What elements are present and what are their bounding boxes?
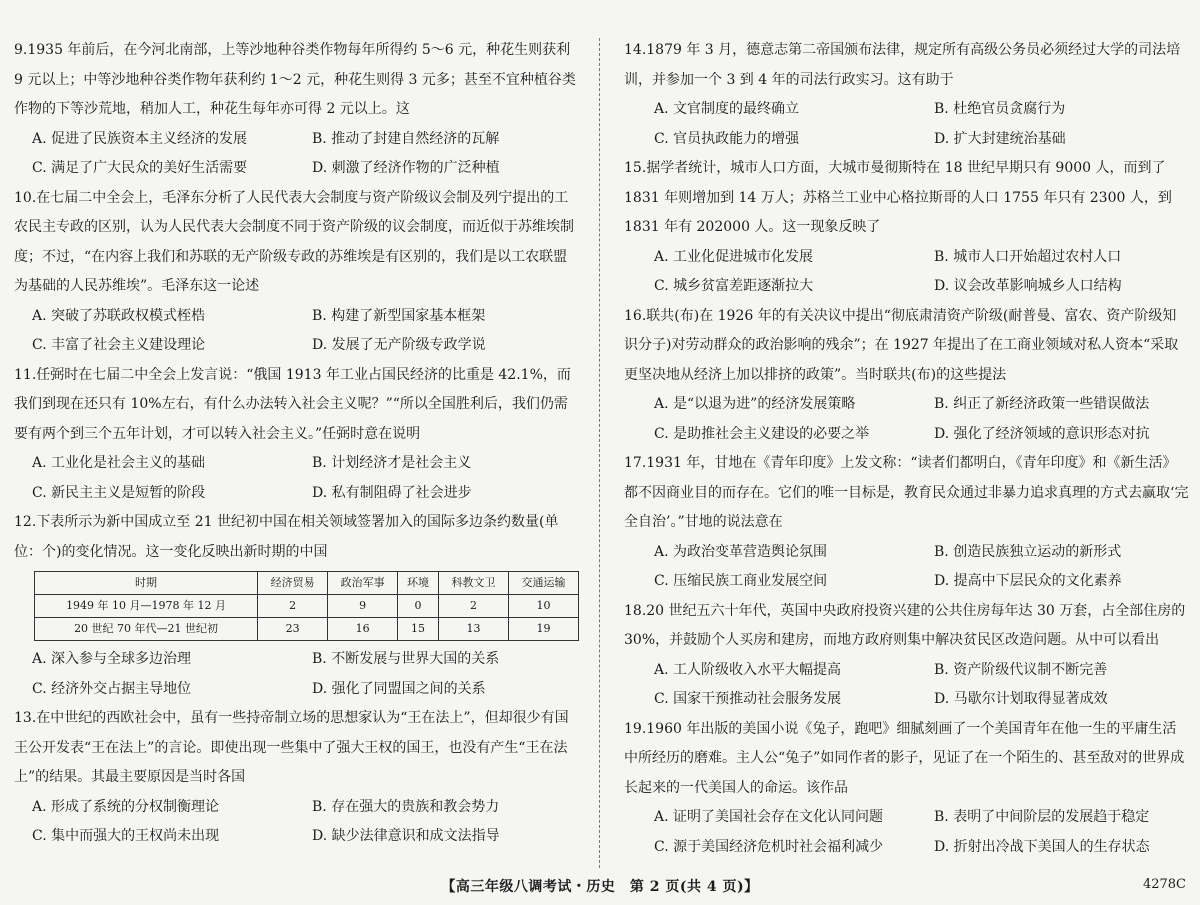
answer-options xyxy=(32,125,580,184)
answer-option: B. 创造民族独立运动的新形式 xyxy=(934,543,1122,560)
answer-option: B. 杜绝官员贪腐行为 xyxy=(934,101,1066,117)
answer-option: A. 证明了美国社会存在文化认同问题 xyxy=(654,809,884,825)
table-cell: 20 世纪 70 年代—21 世纪初 xyxy=(35,618,258,641)
answer-option: B. 不断发展与世界大国的关系 xyxy=(312,651,500,667)
answer-option: C. 源于美国经济危机时社会福利减少 xyxy=(654,838,884,855)
answer-option: C. 压缩民族工商业发展空间 xyxy=(654,573,828,589)
table-cell: 1949 年 10 月—1978 年 12 月 xyxy=(35,595,258,618)
question-18 xyxy=(624,597,1190,715)
answer-option: A. 工人阶级收入水平大幅提高 xyxy=(654,661,842,678)
answer-option: A. 文官制度的最终确立 xyxy=(654,101,800,117)
treaty-table xyxy=(34,571,579,641)
answer-options xyxy=(32,645,580,704)
question-9 xyxy=(14,36,580,184)
answer-options xyxy=(654,656,1190,715)
table-cell: 16 xyxy=(328,618,398,641)
answer-option: D. 缺少法律意识和成文法指导 xyxy=(312,828,500,844)
answer-option: C. 丰富了社会主义建设理论 xyxy=(32,337,206,353)
answer-options xyxy=(32,793,580,852)
table-row xyxy=(35,618,579,641)
answer-option: D. 强化了经济领域的意识形态对抗 xyxy=(934,425,1150,442)
table-row xyxy=(35,595,579,618)
answer-option: A. 工业化促进城市化发展 xyxy=(654,248,814,265)
table-header-cell: 政治军事 xyxy=(328,572,398,595)
answer-option: B. 表明了中间阶层的发展趋于稳定 xyxy=(934,809,1150,825)
question-19 xyxy=(624,715,1190,863)
answer-option: B. 城市人口开始超过农村人口 xyxy=(934,248,1122,265)
question-13 xyxy=(14,704,580,852)
answer-options xyxy=(654,243,1190,302)
question-16 xyxy=(624,302,1190,450)
question-stem: 15.据学者统计，城市人口方面，大城市曼彻斯特在 18 世纪早期只有 9000 人，而到了 1831 年则增加到 14 万人；苏格兰工业中心格拉斯哥的人口 1755 年只有 2300 人，到 1831 年有 202000 人。这一现象反映了 xyxy=(624,160,1172,235)
answer-options xyxy=(654,803,1190,862)
page-footer: 【高三年级八调考试・历史 第 2 页(共 4 页)】 xyxy=(441,879,759,895)
table-cell: 2 xyxy=(439,595,509,618)
answer-option: C. 满足了广大民众的美好生活需要 xyxy=(32,160,248,176)
table-cell: 23 xyxy=(258,618,328,641)
answer-option: D. 议会改革影响城乡人口结构 xyxy=(934,278,1122,294)
answer-options xyxy=(654,95,1190,154)
question-17 xyxy=(624,449,1190,597)
answer-option: D. 强化了同盟国之间的关系 xyxy=(312,680,486,697)
answer-option: C. 是助推社会主义建设的必要之举 xyxy=(654,425,870,442)
right-column xyxy=(624,36,1190,862)
answer-option: D. 扩大封建统治基础 xyxy=(934,130,1066,147)
answer-option: B. 纠正了新经济政策一些错误做法 xyxy=(934,396,1150,412)
table-cell: 13 xyxy=(439,618,509,641)
answer-option: D. 刺激了经济作物的广泛种植 xyxy=(312,160,500,176)
answer-option: A. 突破了苏联政权模式桎梏 xyxy=(32,307,206,324)
answer-option: D. 私有制阻碍了社会进步 xyxy=(312,484,472,501)
question-12 xyxy=(14,508,580,704)
answer-option: B. 资产阶级代议制不断完善 xyxy=(934,661,1108,678)
answer-option: B. 推动了封建自然经济的瓦解 xyxy=(312,130,500,147)
question-stem: 9.1935 年前后，在今河北南部，上等沙地种谷类作物每年所得约 5～6 元，种花生则获利 9 元以上；中等沙地种谷类作物年获利约 1～2 元，种花生则得 3 元多；甚至不宜种植谷类作物的下等沙荒地，稍加人工，种花生每年亦可得 2 元以上。这 xyxy=(14,42,576,117)
answer-option: B. 存在强大的贵族和教会势力 xyxy=(312,798,500,815)
answer-options xyxy=(654,538,1190,597)
table-header-row xyxy=(35,572,579,595)
question-stem: 14.1879 年 3 月，德意志第二帝国颁布法律，规定所有高级公务员必须经过大学的司法培训，并参加一个 3 到 4 年的司法行政实习。这有助于 xyxy=(624,42,1181,88)
answer-options xyxy=(32,449,580,508)
question-stem: 11.任弼时在七届二中全会上发言说：“俄国 1913 年工业占国民经济的比重是 42.1%，而我们到现在还只有 10%左右，有什么办法转入社会主义呢？”“所以全国胜利后，我们仍需要有两个到三个五年计划，才可以转入社会主义。”任弼时意在说明 xyxy=(14,366,571,442)
table-header-cell: 经济贸易 xyxy=(258,572,328,595)
answer-options xyxy=(32,302,580,361)
question-stem: 12.下表所示为新中国成立至 21 世纪初中国在相关领域签署加入的国际多边条约数量(单位：个)的变化情况。这一变化反映出新时期的中国 xyxy=(14,514,559,560)
question-14 xyxy=(624,36,1190,154)
question-stem: 10.在七届二中全会上，毛泽东分析了人民代表大会制度与资产阶级议会制及列宁提出的工农民主专政的区别，认为人民代表大会制度不同于资产阶级的议会制度，而近似于苏维埃制度；不过，“在内容上我们和苏联的无产阶级专政的苏维埃是有区别的，我们是以工农联盟为基础的人民苏维埃”。毛泽东这一论述 xyxy=(14,189,574,294)
answer-option: B. 构建了新型国家基本框架 xyxy=(312,307,486,324)
question-15 xyxy=(624,154,1190,302)
answer-option: C. 官员执政能力的增强 xyxy=(654,130,800,147)
answer-option: A. 工业化是社会主义的基础 xyxy=(32,455,206,471)
table-cell: 10 xyxy=(508,595,578,618)
answer-option: A. 为政治变革营造舆论氛围 xyxy=(654,543,828,560)
answer-options xyxy=(654,390,1190,449)
answer-option: C. 集中而强大的王权尚未出现 xyxy=(32,828,220,844)
table-header-cell: 科教文卫 xyxy=(439,572,509,595)
answer-option: C. 城乡贫富差距逐渐拉大 xyxy=(654,278,814,294)
paper-code: 4278C xyxy=(1142,877,1186,892)
answer-option: D. 折射出冷战下美国人的生存状态 xyxy=(934,838,1150,855)
column-divider xyxy=(599,38,600,868)
answer-option: D. 发展了无产阶级专政学说 xyxy=(312,337,486,353)
table-header-cell: 时期 xyxy=(35,572,258,595)
left-column xyxy=(14,36,580,852)
table-header-cell: 环境 xyxy=(398,572,439,595)
answer-option: C. 经济外交占据主导地位 xyxy=(32,680,192,697)
answer-option: C. 新民主主义是短暂的阶段 xyxy=(32,484,206,501)
answer-option: A. 是“以退为进”的经济发展策略 xyxy=(654,396,856,412)
table-cell: 19 xyxy=(508,618,578,641)
question-10 xyxy=(14,184,580,361)
answer-option: A. 形成了系统的分权制衡理论 xyxy=(32,798,220,815)
question-stem: 13.在中世纪的西欧社会中，虽有一些持帝制立场的思想家认为“王在法上”，但却很少有国王公开发表“王在法上”的言论。即使出现一些集中了强大王权的国王，也没有产生“王在法上”的结果。其最主要原因是当时各国 xyxy=(14,710,569,785)
table-cell: 15 xyxy=(398,618,439,641)
table-cell: 2 xyxy=(258,595,328,618)
answer-option: D. 提高中下层民众的文化素养 xyxy=(934,573,1122,589)
answer-option: B. 计划经济才是社会主义 xyxy=(312,455,472,471)
question-11 xyxy=(14,361,580,509)
answer-option: A. 深入参与全球多边治理 xyxy=(32,651,192,667)
table-header-cell: 交通运输 xyxy=(508,572,578,595)
question-stem: 17.1931 年，甘地在《青年印度》上发文称：“读者们都明白，《青年印度》和《新生活》都不因商业目的而存在。它们的唯一目标是，教育民众通过非暴力追求真理的方式去赢取‘完全自治’。”甘地的说法意在 xyxy=(624,455,1189,530)
question-stem: 18.20 世纪五六十年代，英国中央政府投资兴建的公共住房每年达 30 万套，占全部住房的 30%，并鼓励个人买房和建房，而地方政府则集中解决贫民区改造问题。从中可以看出 xyxy=(624,602,1186,648)
question-stem: 16.联共(布)在 1926 年的有关决议中提出“彻底肃清资产阶级(耐普曼、富农、资产阶级知识分子)对劳动群众的政治影响的残余”；在 1927 年提出了在工商业领域对私人资本“采取更坚决地从经济上加以排挤的政策”。当时联共(布)的这些提法 xyxy=(624,307,1179,383)
question-stem: 19.1960 年出版的美国小说《兔子，跑吧》细腻刻画了一个美国青年在他一生的平庸生活中所经历的磨难。主人公“兔子”如同作者的影子，见证了在一个陌生的、甚至敌对的世界成长起来的一代美国人的命运。该作品 xyxy=(624,720,1185,796)
answer-option: D. 马歇尔计划取得显著成效 xyxy=(934,691,1108,707)
answer-option: A. 促进了民族资本主义经济的发展 xyxy=(32,130,248,147)
table-cell: 9 xyxy=(328,595,398,618)
table-cell: 0 xyxy=(398,595,439,618)
answer-option: C. 国家干预推动社会服务发展 xyxy=(654,691,842,707)
